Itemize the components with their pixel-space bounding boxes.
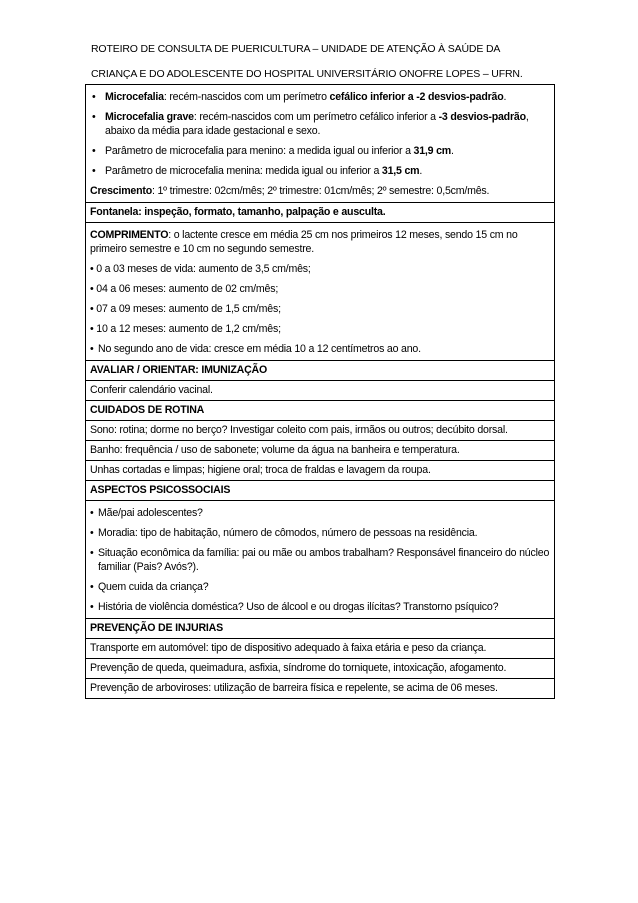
microcephaly-section	[86, 85, 554, 203]
section-heading: AVALIAR / ORIENTAR: IMUNIZAÇÃO	[86, 361, 554, 381]
document-header	[91, 37, 561, 87]
section-heading: ASPECTOS PSICOSSOCIAIS	[86, 481, 554, 501]
table-row: Prevenção de arboviroses: utilização de barreira física e repelente, se acima de 06 meses.	[86, 679, 554, 699]
growth-row: Crescimento: 1º trimestre: 02cm/mês; 2º trimestre: 01cm/mês; 2º semestre: 0,5cm/mês.	[90, 185, 490, 197]
section-heading: PREVENÇÃO DE INJURIAS	[86, 619, 554, 639]
bullet-icon: •	[90, 507, 94, 519]
list-item: • No segundo ano de vida: cresce em média 10 a 12 centímetros ao ano.	[90, 343, 421, 355]
psychosocial-section	[86, 501, 554, 619]
list-item: • Parâmetro de microcefalia para menino: a medida igual ou inferior a 31,9 cm.	[92, 145, 454, 157]
list-item: • 0 a 03 meses de vida: aumento de 3,5 cm/mês;	[90, 263, 311, 275]
table-row: Conferir calendário vacinal.	[86, 381, 554, 401]
table-row: Banho: frequência / uso de sabonete; volume da água na banheira e temperatura.	[86, 441, 554, 461]
bullet-icon: •	[92, 91, 96, 103]
bullet-icon: •	[90, 581, 94, 593]
header-line-2: CRIANÇA E DO ADOLESCENTE DO HOSPITAL UNIVERSITÁRIO ONOFRE LOPES – UFRN.	[91, 68, 523, 80]
bullet-icon: •	[90, 343, 94, 355]
bullet-icon: •	[92, 111, 96, 123]
list-item: • Microcefalia: recém-nascidos com um perímetro cefálico inferior a -2 desvios-padrão.	[92, 91, 507, 103]
list-item: • Moradia: tipo de habitação, número de cômodos, número de pessoas na residência.	[90, 527, 478, 539]
list-item: • Mãe/pai adolescentes?	[90, 507, 203, 519]
table-row: Prevenção de queda, queimadura, asfixia, síndrome do torniquete, intoxicação, afogamento.	[86, 659, 554, 679]
length-intro: COMPRIMENTO: o lactente cresce em média 25 cm nos primeiros 12 meses, sendo 15 cm no primeiro semestre e 10 cm no segundo semestre.	[90, 229, 518, 255]
consultation-table	[85, 84, 555, 699]
list-item: • Microcefalia grave: recém-nascidos com um perímetro cefálico inferior a -3 desvios-padrão, abaixo da média para idade gestacional e sexo.	[92, 111, 529, 137]
fontanela-row: Fontanela: inspeção, formato, tamanho, palpação e ausculta.	[86, 203, 554, 223]
list-item: • Quem cuida da criança?	[90, 581, 209, 593]
bullet-icon: •	[90, 547, 94, 559]
list-item: • 07 a 09 meses: aumento de 1,5 cm/mês;	[90, 303, 281, 315]
list-item: • Situação econômica da família: pai ou mãe ou ambos trabalham? Responsável financeiro do núcleo familiar (Pais? Avós?).	[90, 547, 550, 573]
list-item: • 10 a 12 meses: aumento de 1,2 cm/mês;	[90, 323, 281, 335]
list-item: • História de violência doméstica? Uso de álcool e ou drogas ilícitas? Transtorno psíquico?	[90, 601, 499, 613]
length-section	[86, 223, 554, 361]
bullet-icon: •	[90, 527, 94, 539]
table-row: Transporte em automóvel: tipo de dispositivo adequado à faixa etária e peso da criança.	[86, 639, 554, 659]
bullet-icon: •	[92, 165, 96, 177]
bullet-icon: •	[92, 145, 96, 157]
list-item: • Parâmetro de microcefalia menina: medida igual ou inferior a 31,5 cm.	[92, 165, 423, 177]
section-heading: CUIDADOS DE ROTINA	[86, 401, 554, 421]
list-item: • 04 a 06 meses: aumento de 02 cm/mês;	[90, 283, 279, 295]
table-row: Sono: rotina; dorme no berço? Investigar coleito com pais, irmãos ou outros; decúbito dorsal.	[86, 421, 554, 441]
header-line-1: ROTEIRO DE CONSULTA DE PUERICULTURA – UNIDADE DE ATENÇÃO À SAÚDE DA	[91, 43, 501, 55]
table-row: Unhas cortadas e limpas; higiene oral; troca de fraldas e lavagem da roupa.	[86, 461, 554, 481]
bullet-icon: •	[90, 601, 94, 613]
